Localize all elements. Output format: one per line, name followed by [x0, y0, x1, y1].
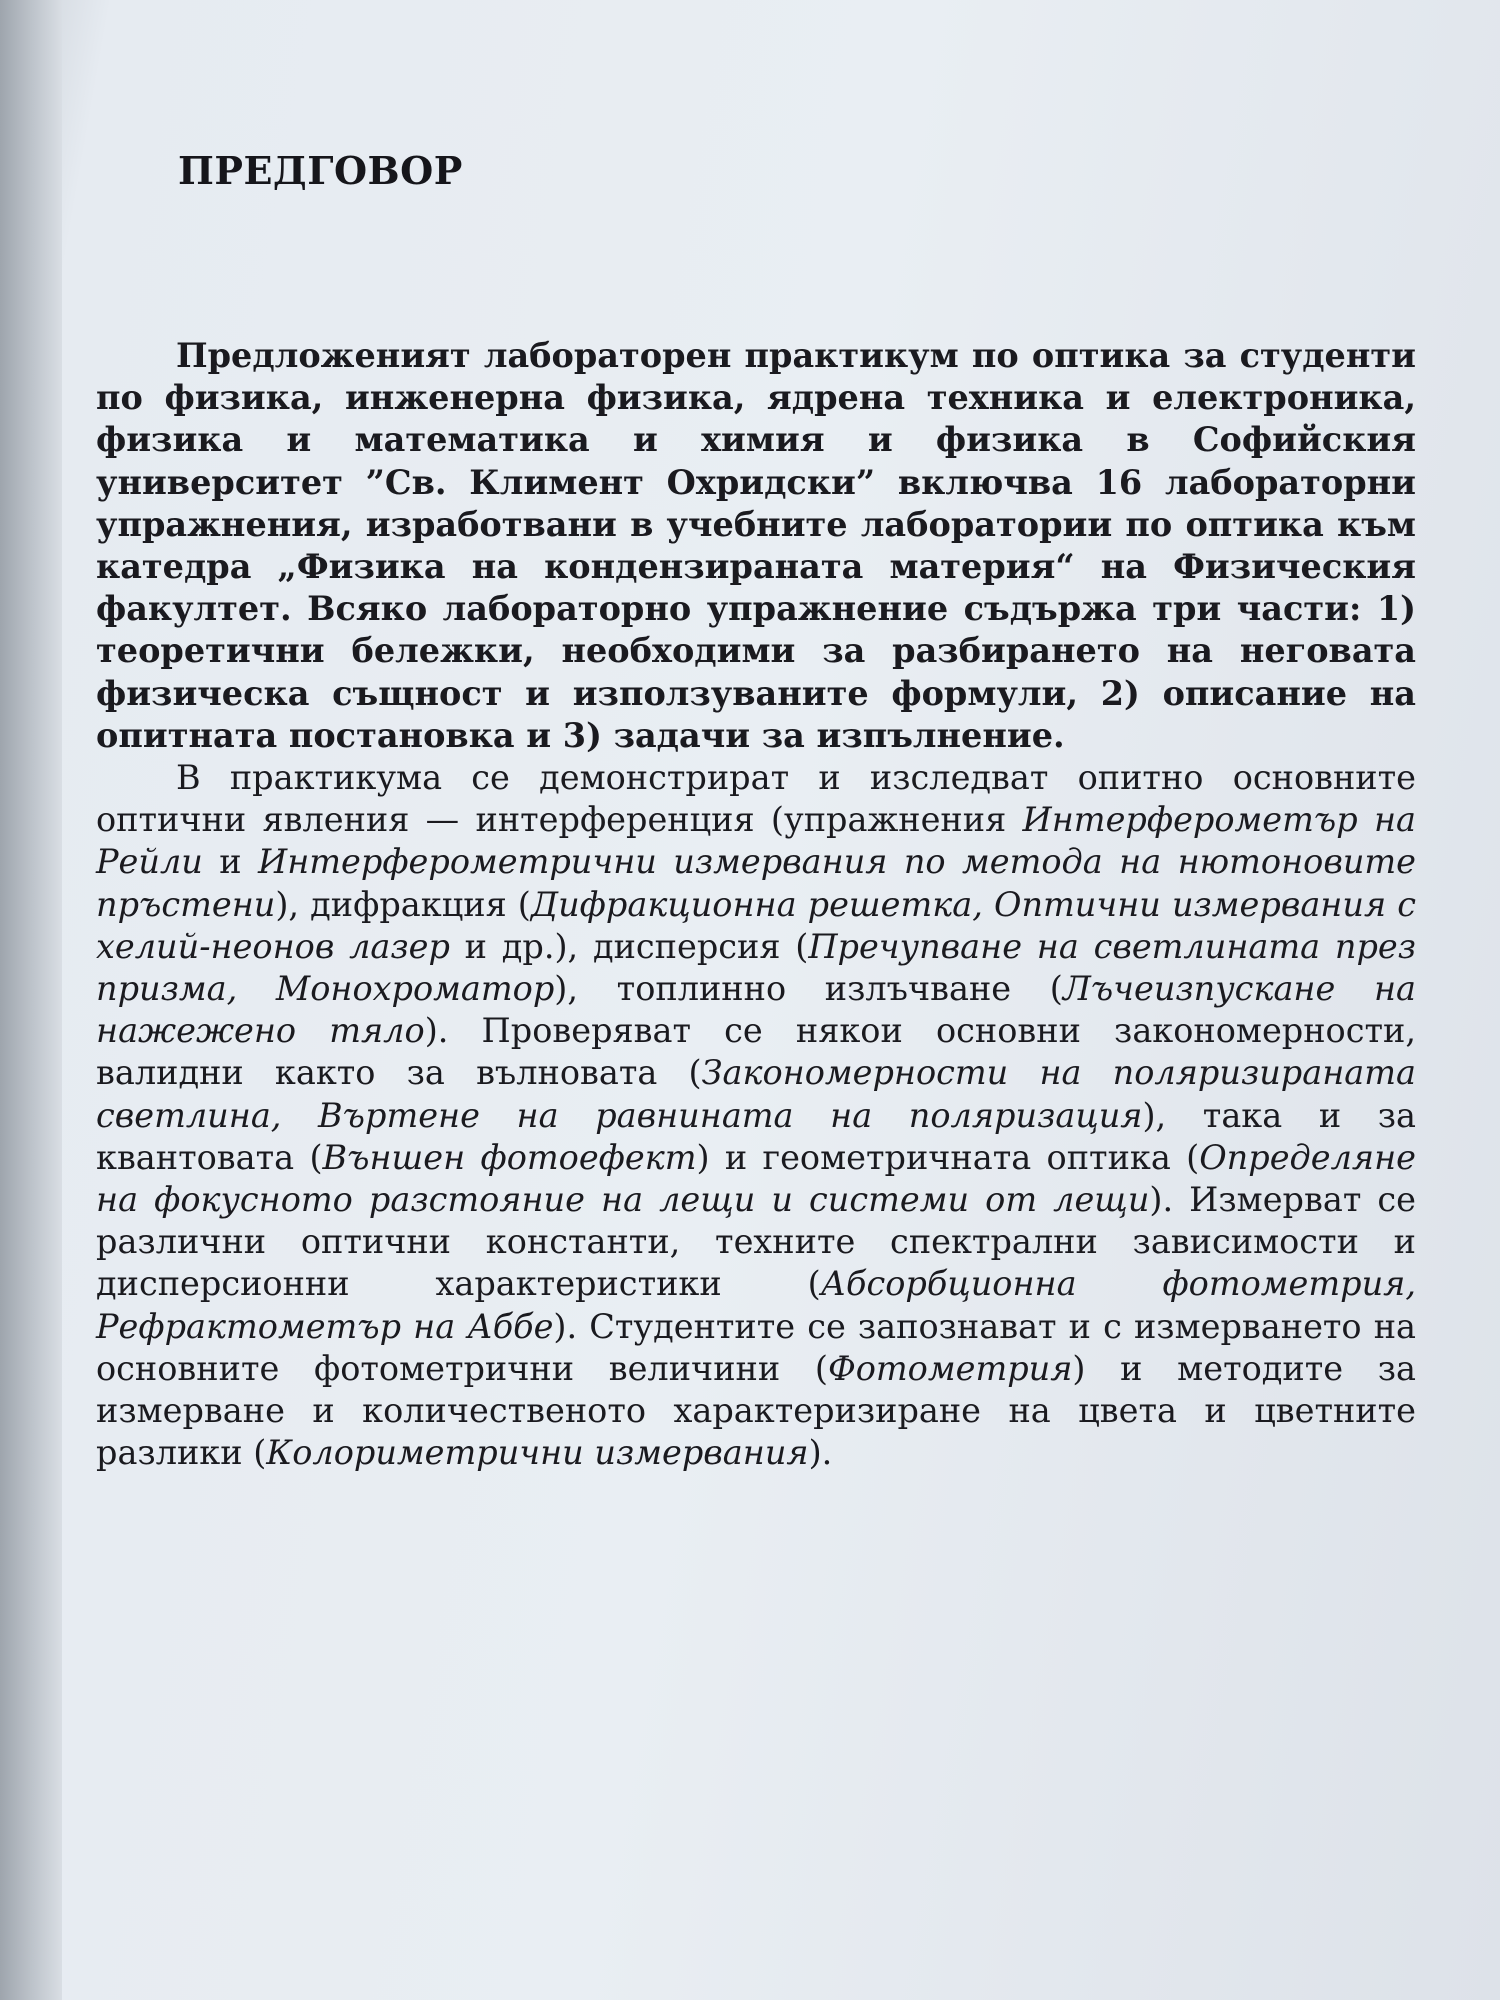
p2-text-03: ), дифракция (	[275, 884, 531, 924]
p2-italic-04: Пречупване на светлината през призма, Монохроматор	[96, 926, 1416, 1009]
page-title: ПРЕДГОВОР	[178, 148, 463, 193]
paragraph-2	[96, 757, 1416, 1474]
p2-text-05: ), топлинно излъчване (	[554, 969, 1063, 1009]
p2-italic-07: Външен фотоефект	[322, 1137, 697, 1177]
p2-italic-09: Абсорбционна фотометрия, Рефрактометър на Аббе	[96, 1264, 1416, 1346]
p2-italic-01: Интерферометър на Рейли	[96, 800, 1416, 882]
p2-text-02: и	[202, 842, 259, 882]
p2-italic-05: Лъчеизпускане на нажежено тяло	[96, 969, 1417, 1051]
p2-italic-03: Дифракционна решетка, Оптични измервания с хелий-неонов лазер	[96, 884, 1416, 966]
p2-text-06: ). Проверяват се някои основни закономерности, валидни както за вълновата (	[96, 1011, 1416, 1093]
p2-italic-06: Закономерности на поляризираната светлина, Въртене на равнината на поляризация	[96, 1053, 1416, 1135]
p2-text-01: В практикума се демонстрират и изследват опитно основните оптични явления — интерференция (упражнения	[96, 758, 1416, 840]
p2-text-11: ) и методите за измерване и количественото характеризиране на цвета и цветните разлики (	[96, 1348, 1417, 1473]
preface-body	[96, 335, 1416, 1474]
p2-italic-02: Интерферометрични измервания по метода на нютоновите пръстени	[96, 842, 1416, 924]
p2-italic-08: Определяне на фокусното разстояние на лещи и системи от лещи	[96, 1137, 1416, 1220]
paragraph-1: Предложеният лабораторен практикум по оптика за студенти по физика, инженерна физика, ядрена техника и електроника, физика и математика и химия и физика в Софийския университет ”Св. Климент Охридски” включва 16 лабораторни упражнения, изработвани в учебните лаборатории по оптика към катедра „Физика на кондензираната материя“ на Физическия факултет. Всяко лабораторно упражнение съдържа три части: 1) теоретични бележки, необходими за разбирането на неговата физическа същност и използуваните формули, 2) описание на опитната постановка и 3) задачи за изпълнение.	[96, 336, 1416, 755]
p2-italic-11: Колориметрични измервания	[266, 1433, 809, 1473]
book-gutter	[0, 0, 62, 2000]
p2-italic-10: Фотометрия	[827, 1348, 1073, 1388]
p2-text-09: ). Измерват се различни оптични константи, техните спектрални зависимости и дисперсионни характеристики (	[96, 1180, 1417, 1304]
p2-text-04: и др.), дисперсия (	[449, 926, 809, 966]
p2-text-10: ). Студентите се запознават и с измерването на основните фотометрични величини (	[96, 1306, 1416, 1388]
p2-text-07: ), така и за квантовата (	[96, 1095, 1416, 1177]
p2-text-12: ).	[808, 1433, 833, 1473]
p2-text-08: ) и геометричната оптика (	[696, 1137, 1200, 1177]
